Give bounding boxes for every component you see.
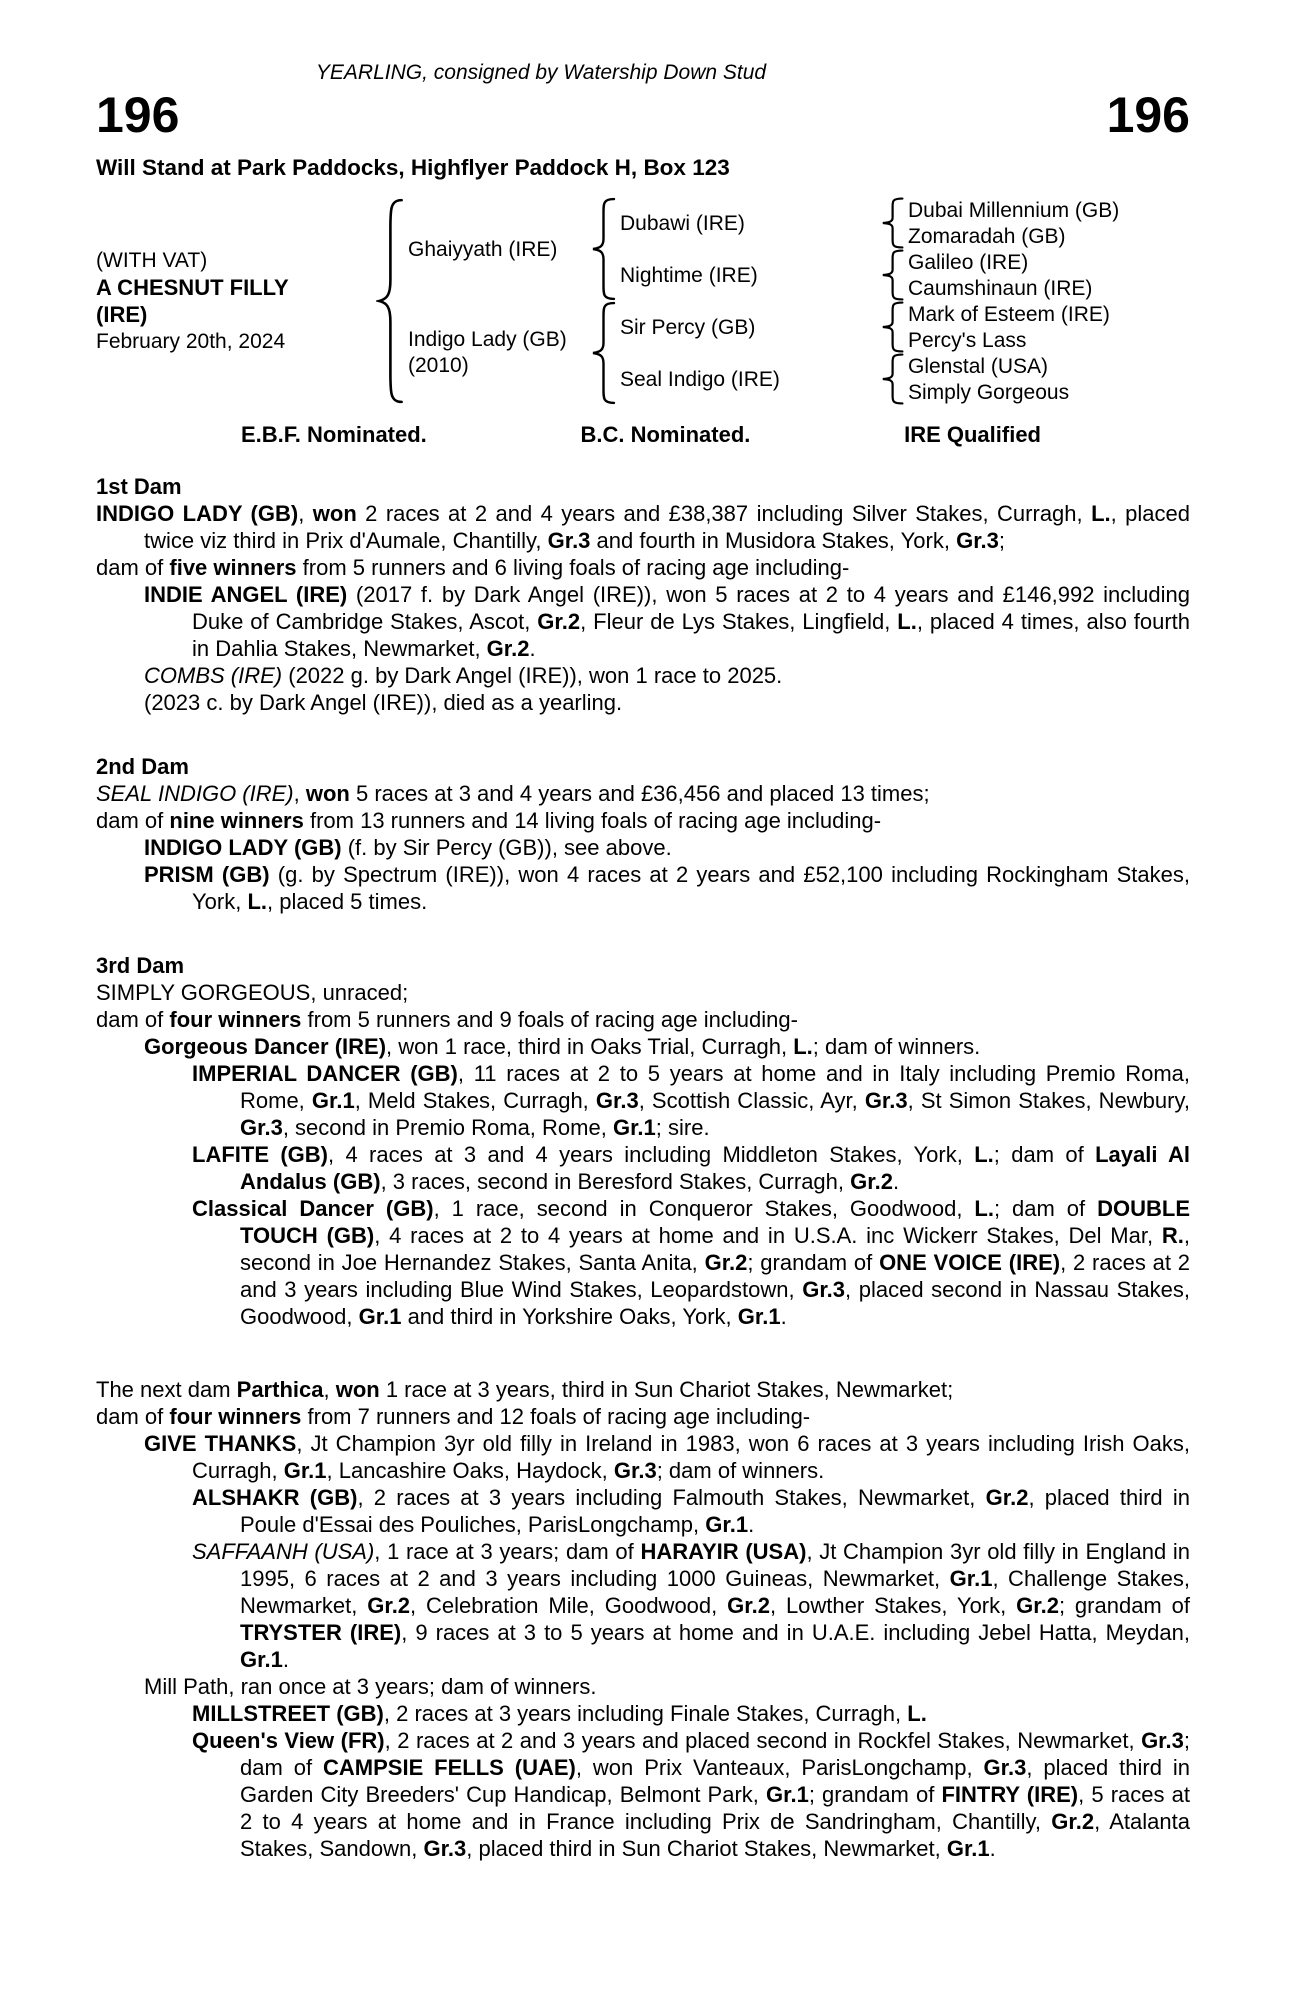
catalogue-sections	[96, 473, 1190, 1862]
catalogue-paragraph: COMBS (IRE) (2022 g. by Dark Angel (IRE)), won 1 race to 2025.	[144, 663, 783, 688]
foal-date: February 20th, 2024	[96, 330, 286, 353]
pedigree-brace	[880, 249, 908, 301]
pedigree-brace	[590, 197, 620, 301]
pedigree-brace	[880, 197, 908, 249]
great-grandparent-name: Simply Gorgeous	[908, 380, 1070, 404]
catalogue-paragraph: MILLSTREET (GB), 2 races at 3 years including Finale Stakes, Curragh, L.	[192, 1701, 927, 1726]
catalogue-paragraph: INDIGO LADY (GB), won 2 races at 2 and 4 years and £38,387 including Silver Stakes, Curragh, L., placed twice viz third in Prix d'Aumale, Chantilly, Gr.3 and fourth in Musidora Stakes, York, Gr.3;	[96, 501, 1190, 553]
great-grandparent-name: Zomaradah (GB)	[908, 224, 1066, 248]
catalogue-paragraph: SIMPLY GORGEOUS, unraced;	[96, 980, 409, 1005]
ebf-nomination: E.B.F. Nominated.	[241, 422, 427, 447]
lot-number-left: 196	[96, 87, 180, 143]
catalogue-paragraph: dam of four winners from 7 runners and 12 foals of racing age including-	[96, 1404, 811, 1429]
catalogue-paragraph: ALSHAKR (GB), 2 races at 3 years including Falmouth Stakes, Newmarket, Gr.2, placed third in Poule d'Essai des Pouliches, ParisLongchamp, Gr.1.	[192, 1485, 1191, 1537]
pedigree-brace	[880, 301, 908, 353]
catalogue-paragraph: PRISM (GB) (g. by Spectrum (IRE)), won 4 races at 2 years and £52,100 including Rockingham Stakes, York, L., placed 5 times.	[144, 862, 1190, 914]
dam-section	[96, 473, 1190, 716]
granddam-name: Seal Indigo (IRE)	[620, 367, 780, 391]
great-grandparent-name: Galileo (IRE)	[908, 250, 1029, 274]
dam-section	[96, 1376, 1190, 1862]
bc-nomination: B.C. Nominated.	[580, 422, 751, 447]
catalogue-paragraph: dam of five winners from 5 runners and 6 living foals of racing age including-	[96, 555, 850, 580]
nominations-row	[241, 421, 1041, 448]
grandsire-name: Sir Percy (GB)	[620, 315, 756, 339]
great-grandparent-name: Caumshinaun (IRE)	[908, 276, 1093, 300]
consignor-line: YEARLING, consigned by Watership Down Stud	[315, 61, 767, 84]
catalogue-paragraph: SEAL INDIGO (IRE), won 5 races at 3 and 4 years and £36,456 and placed 13 times;	[96, 781, 930, 806]
dam-year: (2010)	[408, 354, 469, 377]
lot-number-row	[96, 87, 1190, 143]
dam-section	[96, 952, 1190, 1330]
great-grandparent-name: Mark of Esteem (IRE)	[908, 302, 1110, 326]
catalogue-paragraph: (2023 c. by Dark Angel (IRE)), died as a yearling.	[144, 690, 623, 715]
stand-location-line: Will Stand at Park Paddocks, Highflyer Paddock H, Box 123	[96, 155, 730, 180]
catalogue-paragraph: SAFFAANH (USA), 1 race at 3 years; dam of HARAYIR (USA), Jt Champion 3yr old filly in England in 1995, 6 races at 2 and 3 years including 1000 Guineas, Newmarket, Gr.1, Challenge Stakes, Newmarket, Gr.2, Celebration Mile, Goodwood, Gr.2, Lowther Stakes, York, Gr.2; grandam of TRYSTER (IRE), 9 races at 3 to 5 years at home and in U.A.E. including Jebel Hatta, Meydan, Gr.1.	[192, 1539, 1191, 1672]
dam-name: Indigo Lady (GB)	[408, 328, 567, 351]
great-grandparent-name: Percy's Lass	[908, 328, 1027, 352]
ire-qualified: IRE Qualified	[904, 422, 1041, 447]
pedigree-brace	[376, 197, 408, 405]
subject-suffix: (IRE)	[96, 302, 148, 327]
catalogue-paragraph: dam of nine winners from 13 runners and 14 living foals of racing age including-	[96, 808, 882, 833]
great-grandparent-name: Glenstal (USA)	[908, 354, 1049, 378]
sire-name: Ghaiyyath (IRE)	[408, 237, 558, 261]
catalogue-paragraph: IMPERIAL DANCER (GB), 11 races at 2 to 5 years at home and in Italy including Premio Roma, Rome, Gr.1, Meld Stakes, Curragh, Gr.3, Scottish Classic, Ayr, Gr.3, St Simon Stakes, Newbury, Gr.3, second in Premio Roma, Rome, Gr.1; sire.	[192, 1061, 1190, 1140]
pedigree-brace	[880, 353, 908, 405]
catalogue-paragraph: Classical Dancer (GB), 1 race, second in Conqueror Stakes, Goodwood, L.; dam of DOUBLE TOUCH (GB), 4 races at 2 to 4 years at home and in U.S.A. inc Wickerr Stakes, Del Mar, R., second in Joe Hernandez Stakes, Santa Anita, Gr.2; grandam of ONE VOICE (IRE), 2 races at 2 and 3 years including Blue Wind Stakes, Leopardstown, Gr.3, placed second in Nassau Stakes, Goodwood, Gr.1 and third in Yorkshire Oaks, York, Gr.1.	[192, 1196, 1191, 1329]
granddam-name: Nightime (IRE)	[620, 263, 758, 287]
dam-section	[96, 753, 1190, 915]
catalogue-paragraph: Queen's View (FR), 2 races at 2 and 3 years and placed second in Rockfel Stakes, Newmarket, Gr.3; dam of CAMPSIE FELLS (UAE), won Prix Vanteaux, ParisLongchamp, Gr.3, placed third in Garden City Breeders' Cup Handicap, Belmont Park, Gr.1; grandam of FINTRY (IRE), 5 races at 2 to 4 years at home and in France including Prix de Sandringham, Chantilly, Gr.2, Atalanta Stakes, Sandown, Gr.3, placed third in Sun Chariot Stakes, Newmarket, Gr.1.	[192, 1728, 1190, 1861]
dam-heading: 2nd Dam	[96, 754, 189, 779]
catalogue-paragraph: Mill Path, ran once at 3 years; dam of winners.	[144, 1674, 597, 1699]
subject-horse	[96, 247, 376, 355]
vat-note: (WITH VAT)	[96, 249, 208, 272]
catalogue-paragraph: dam of four winners from 5 runners and 9 foals of racing age including-	[96, 1007, 798, 1032]
catalogue-paragraph: GIVE THANKS, Jt Champion 3yr old filly in Ireland in 1983, won 6 races at 3 years including Irish Oaks, Curragh, Gr.1, Lancashire Oaks, Haydock, Gr.3; dam of winners.	[144, 1431, 1190, 1483]
catalogue-paragraph: INDIE ANGEL (IRE) (2017 f. by Dark Angel (IRE)), won 5 races at 2 to 4 years and £146,992 including Duke of Cambridge Stakes, Ascot, Gr.2, Fleur de Lys Stakes, Lingfield, L., placed 4 times, also fourth in Dahlia Stakes, Newmarket, Gr.2.	[144, 582, 1191, 661]
catalogue-paragraph: INDIGO LADY (GB) (f. by Sir Percy (GB)), see above.	[144, 835, 672, 860]
page-content	[96, 0, 1190, 1862]
pedigree-tree	[96, 197, 1190, 405]
dam-name-block	[408, 327, 590, 379]
dam-heading: 1st Dam	[96, 474, 182, 499]
catalogue-paragraph: Gorgeous Dancer (IRE), won 1 race, third in Oaks Trial, Curragh, L.; dam of winners.	[144, 1034, 981, 1059]
dam-heading: 3rd Dam	[96, 953, 185, 978]
catalogue-paragraph: The next dam Parthica, won 1 race at 3 years, third in Sun Chariot Stakes, Newmarket;	[96, 1377, 954, 1402]
subject-name: A CHESNUT FILLY	[96, 275, 289, 300]
grandsire-name: Dubawi (IRE)	[620, 211, 745, 235]
lot-number-right: 196	[1106, 87, 1190, 143]
catalogue-paragraph: LAFITE (GB), 4 races at 3 and 4 years including Middleton Stakes, York, L.; dam of Layali Al Andalus (GB), 3 races, second in Beresford Stakes, Curragh, Gr.2.	[192, 1142, 1190, 1194]
great-grandparent-name: Dubai Millennium (GB)	[908, 198, 1120, 222]
pedigree-brace	[590, 301, 620, 405]
